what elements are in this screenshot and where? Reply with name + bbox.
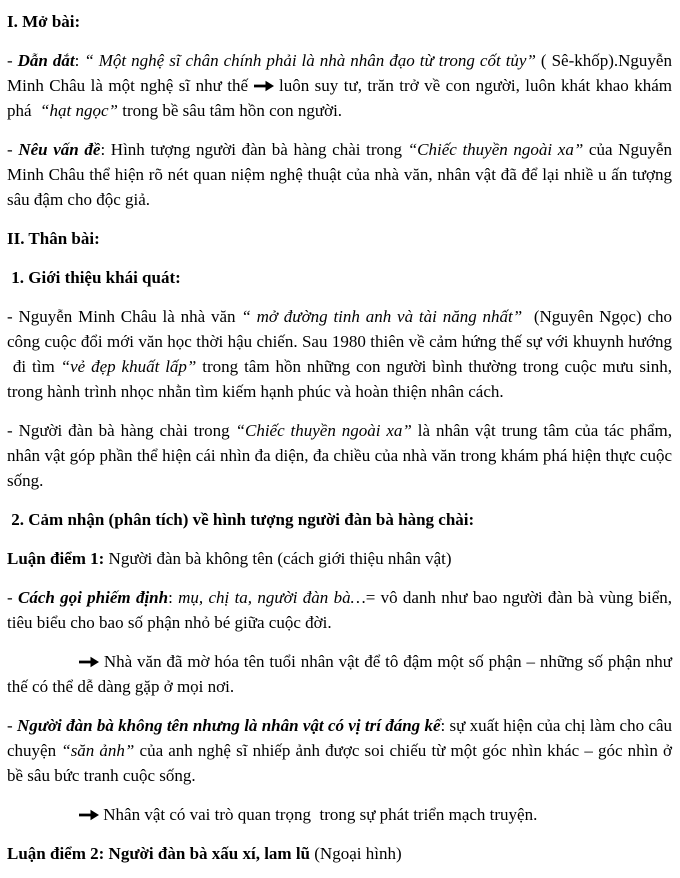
para-arrow-vai-tro: [7, 802, 672, 827]
para-luan-diem-2: [7, 841, 672, 866]
text-run: “Chiếc thuyền ngoài xa”: [407, 140, 584, 159]
text-run: ( Sê-khốp).Nguyễn Minh Châu là một nghệ sĩ như thế: [7, 51, 672, 95]
text-run: - Nguyễn Minh Châu là nhà văn: [7, 307, 242, 326]
heading-gioi-thieu-khai-quat: [7, 265, 672, 290]
text-run: (Nguyên Ngọc) cho công cuộc đổi mới văn học thời hậu chiến. Sau 1980 thiên về cảm hứng thế sự với khuynh hướng đi tìm: [7, 307, 673, 376]
text-run: Dẫn dắt: [17, 51, 75, 70]
text-run: “ mở đường tinh anh và tài năng nhất”: [241, 307, 523, 326]
right-arrow-icon: [43, 649, 99, 674]
text-run: “Chiếc thuyền ngoài xa”: [235, 421, 412, 440]
text-run: trong tâm hồn những con người bình thường trong cuộc mưu sinh, trong hành trình nhọc nhằn tìm kiếm hạnh phúc và hoàn thiện nhân cách.: [7, 357, 672, 401]
para-cach-goi-phiem-dinh: [7, 585, 672, 635]
text-run: :: [74, 51, 85, 70]
text-run: Người đàn bà không tên nhưng là nhân vật có vị trí đáng kể: [16, 716, 441, 735]
para-nguyen-minh-chau: [7, 304, 672, 404]
para-vi-tri-dang-ke: [7, 713, 672, 788]
text-run: trong bề sâu tâm hồn con người.: [117, 101, 343, 120]
heading-than-bai: [7, 226, 672, 251]
text-run: : Hình tượng người đàn bà hàng chài trong: [100, 140, 408, 159]
text-run: 1. Giới thiệu khái quát:: [7, 268, 181, 287]
para-dan-dat: [7, 48, 672, 123]
text-run: Luận điểm 1:: [7, 549, 109, 568]
text-run: -: [7, 51, 18, 70]
para-luan-diem-1: [7, 546, 672, 571]
text-run: -: [7, 716, 17, 735]
text-run: “hạt ngọc”: [40, 101, 118, 120]
text-run: của Nguyễn Minh Châu thể hiện rõ nét quan niệm nghệ thuật của nhà văn, nhân vật đã để lại nhiề u ấn tượng sâu đậm cho độc giả.: [7, 140, 672, 209]
heading-cam-nhan: [7, 507, 672, 532]
heading-mo-bai: [7, 9, 672, 34]
text-run: = vô danh như bao người đàn bà vùng biển, tiêu biểu cho bao số phận nhỏ bé giữa cuộc đời.: [7, 588, 673, 632]
para-nhan-vat-trung-tam: [7, 418, 672, 493]
text-run: II. Thân bài:: [7, 229, 100, 248]
text-run: Nhà văn đã mờ hóa tên tuổi nhân vật để tô đậm một số phận – những số phận như thế có thể dễ dàng gặp ở mọi nơi.: [7, 652, 672, 696]
text-run: 2. Cảm nhận (phân tích) về hình tượng người đàn bà hàng chài:: [7, 510, 475, 529]
text-run: (Ngoại hình): [314, 844, 402, 863]
text-run: -: [7, 588, 18, 607]
text-run: là nhân vật trung tâm của tác phẩm, nhân vật góp phần thể hiện cái nhìn đa diện, đa chiều của nhà văn trong khám phá hiện thực cuộc sống.: [7, 421, 672, 490]
text-run: “ Một nghệ sĩ chân chính phải là nhà nhân đạo từ trong cốt tủy”: [84, 51, 536, 70]
right-arrow-icon: [254, 73, 274, 98]
text-run: Nêu vấn đề: [18, 140, 101, 159]
text-run: “săn ảnh”: [61, 741, 135, 760]
para-arrow-nha-van-mo-hoa: [7, 649, 672, 699]
text-run: I. Mở bài:: [7, 12, 81, 31]
text-run: :: [168, 588, 179, 607]
para-neu-van-de: [7, 137, 672, 212]
text-run: -: [7, 140, 19, 159]
text-run: luôn suy tư, trăn trở về con người, luôn khát khao khám phá: [7, 76, 673, 120]
text-run: Luận điểm 2: Người đàn bà xấu xí, lam lũ: [7, 844, 315, 863]
text-run: - Người đàn bà hàng chài trong: [7, 421, 236, 440]
text-run: Nhân vật có vai trò quan trọng trong sự phát triển mạch truyện.: [99, 805, 538, 824]
right-arrow-icon: [43, 802, 99, 827]
text-run: “vẻ đẹp khuất lấp”: [60, 357, 197, 376]
text-run: Người đàn bà không tên (cách giới thiệu nhân vật): [108, 549, 452, 568]
text-run: Cách gọi phiếm định: [17, 588, 169, 607]
text-run: mụ, chị ta, người đàn bà…: [178, 588, 366, 607]
text-run: : sự xuất hiện của chị làm cho câu chuyện: [7, 716, 672, 760]
text-run: của anh nghệ sĩ nhiếp ảnh được soi chiếu từ một góc nhìn khác – góc nhìn ở bề sâu bức tranh cuộc sống.: [7, 741, 672, 785]
